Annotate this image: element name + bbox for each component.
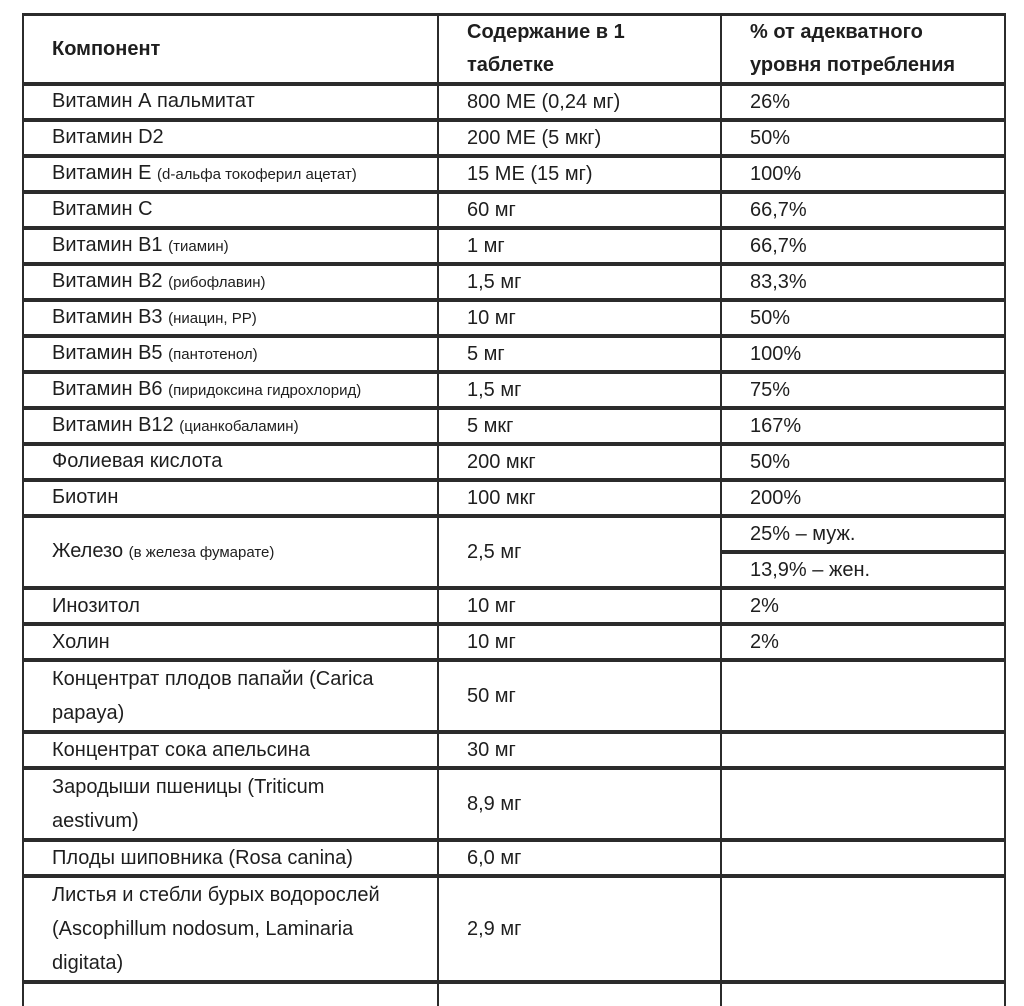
component-note: (пантотенол) <box>168 346 258 363</box>
component-name: Зародыши пшеницы (Triticum aestivum) <box>52 776 325 832</box>
percent-cell: 50% <box>721 300 1005 336</box>
amount-cell: 10 мг <box>438 588 721 624</box>
component-note: (рибофлавин) <box>168 274 266 291</box>
table-row-partial <box>23 982 1005 1006</box>
table-row <box>23 300 1005 336</box>
table-row <box>23 660 1005 732</box>
amount-cell: 5 мг <box>438 336 721 372</box>
percent-cell <box>721 660 1005 732</box>
component-name: Витамин Е <box>52 162 152 184</box>
amount-cell: 50 мг <box>438 660 721 732</box>
percent-cell: 50% <box>721 444 1005 480</box>
component-cell <box>23 228 438 264</box>
component-note: (тиамин) <box>168 238 229 255</box>
component-cell <box>23 84 438 120</box>
nutrition-table-wrapper <box>22 13 1006 1006</box>
component-cell <box>23 264 438 300</box>
component-cell <box>23 372 438 408</box>
amount-cell: 10 мг <box>438 300 721 336</box>
header-content-label: Содержание в 1 таблетке <box>467 21 625 76</box>
table-row <box>23 624 1005 660</box>
component-note: (ниацин, РР) <box>168 310 257 327</box>
percent-cell: 66,7% <box>721 192 1005 228</box>
amount-cell: 1,5 мг <box>438 264 721 300</box>
header-percent-label: % от адекватного уровня потребления <box>750 21 956 76</box>
amount-cell: 15 МЕ (15 мг) <box>438 156 721 192</box>
component-name: Холин <box>52 631 110 653</box>
header-component <box>23 14 438 84</box>
component-name: Витамин D2 <box>52 126 164 148</box>
component-cell <box>23 768 438 840</box>
component-name: Витамин В1 <box>52 234 163 256</box>
component-note: (d-альфа токоферил ацетат) <box>157 166 357 183</box>
percent-cell <box>721 840 1005 876</box>
header-component-label: Компонент <box>52 37 161 60</box>
component-name: Фолиевая кислота <box>52 450 223 472</box>
percent-cell <box>721 876 1005 982</box>
amount-cell: 800 МЕ (0,24 мг) <box>438 84 721 120</box>
percent-cell <box>721 732 1005 768</box>
table-row <box>23 840 1005 876</box>
percent-cell: 2% <box>721 588 1005 624</box>
component-name: Витамин В5 <box>52 342 163 364</box>
amount-cell: 5 мкг <box>438 408 721 444</box>
component-cell <box>23 336 438 372</box>
component-note: (в железа фумарате) <box>128 544 275 561</box>
component-cell <box>23 444 438 480</box>
component-cell <box>23 300 438 336</box>
amount-cell: 2,5 мг <box>438 516 721 588</box>
percent-cell: 83,3% <box>721 264 1005 300</box>
table-row <box>23 444 1005 480</box>
component-cell <box>23 408 438 444</box>
percent-cell: 100% <box>721 156 1005 192</box>
percent-cell <box>721 768 1005 840</box>
component-cell <box>23 120 438 156</box>
percent-cell: 100% <box>721 336 1005 372</box>
table-row <box>23 732 1005 768</box>
component-name: Биотин <box>52 486 119 508</box>
table-row <box>23 120 1005 156</box>
component-name: Концентрат плодов папайи (Carica papaya) <box>52 668 374 724</box>
component-cell-empty <box>23 982 438 1006</box>
percent-cell: 200% <box>721 480 1005 516</box>
table-row <box>23 84 1005 120</box>
component-cell <box>23 624 438 660</box>
table-row <box>23 408 1005 444</box>
component-name: Витамин В2 <box>52 270 163 292</box>
component-name: Витамин А пальмитат <box>52 90 255 112</box>
amount-cell: 8,9 мг <box>438 768 721 840</box>
component-cell <box>23 156 438 192</box>
table-row <box>23 156 1005 192</box>
component-cell <box>23 840 438 876</box>
component-name: Листья и стебли бурых водорослей (Ascophillum nodosum, Laminaria digitata) <box>52 884 380 974</box>
percent-cell: 50% <box>721 120 1005 156</box>
percent-cell: 66,7% <box>721 228 1005 264</box>
component-name: Витамин В6 <box>52 378 163 400</box>
table-row <box>23 588 1005 624</box>
amount-cell: 60 мг <box>438 192 721 228</box>
component-cell <box>23 660 438 732</box>
component-cell <box>23 876 438 982</box>
component-name: Инозитол <box>52 595 140 617</box>
component-name: Витамин В3 <box>52 306 163 328</box>
component-note: (цианкобаламин) <box>179 418 299 435</box>
percent-cell-empty <box>721 982 1005 1006</box>
component-name: Концентрат сока апельсина <box>52 739 310 761</box>
amount-cell: 200 МЕ (5 мкг) <box>438 120 721 156</box>
amount-cell: 6,0 мг <box>438 840 721 876</box>
table-row <box>23 480 1005 516</box>
amount-cell: 1 мг <box>438 228 721 264</box>
percent-cell: 2% <box>721 624 1005 660</box>
percent-cell: 26% <box>721 84 1005 120</box>
component-name: Витамин В12 <box>52 414 174 436</box>
header-content-per-tablet <box>438 14 721 84</box>
component-name: Железо <box>52 540 124 562</box>
amount-cell: 1,5 мг <box>438 372 721 408</box>
amount-cell: 200 мкг <box>438 444 721 480</box>
table-row <box>23 876 1005 982</box>
percent-cell-male: 25% – муж. <box>721 516 1005 552</box>
table-header-row <box>23 14 1005 84</box>
component-name: Плоды шиповника (Rosa canina) <box>52 847 353 869</box>
percent-cell: 75% <box>721 372 1005 408</box>
percent-cell: 167% <box>721 408 1005 444</box>
nutrition-facts-table <box>22 13 1006 1006</box>
amount-cell: 100 мкг <box>438 480 721 516</box>
table-row <box>23 768 1005 840</box>
component-cell <box>23 516 438 588</box>
percent-cell-female: 13,9% – жен. <box>721 552 1005 588</box>
table-row <box>23 264 1005 300</box>
component-cell <box>23 732 438 768</box>
component-note: (пиридоксина гидрохлорид) <box>168 382 362 399</box>
table-row <box>23 372 1005 408</box>
component-cell <box>23 480 438 516</box>
component-cell <box>23 192 438 228</box>
header-percent-adequate <box>721 14 1005 84</box>
table-row <box>23 336 1005 372</box>
table-row <box>23 228 1005 264</box>
table-row <box>23 192 1005 228</box>
amount-cell: 10 мг <box>438 624 721 660</box>
amount-cell: 2,9 мг <box>438 876 721 982</box>
amount-cell: 30 мг <box>438 732 721 768</box>
component-name: Витамин С <box>52 198 153 220</box>
table-row-iron <box>23 516 1005 552</box>
component-cell <box>23 588 438 624</box>
amount-cell-empty <box>438 982 721 1006</box>
